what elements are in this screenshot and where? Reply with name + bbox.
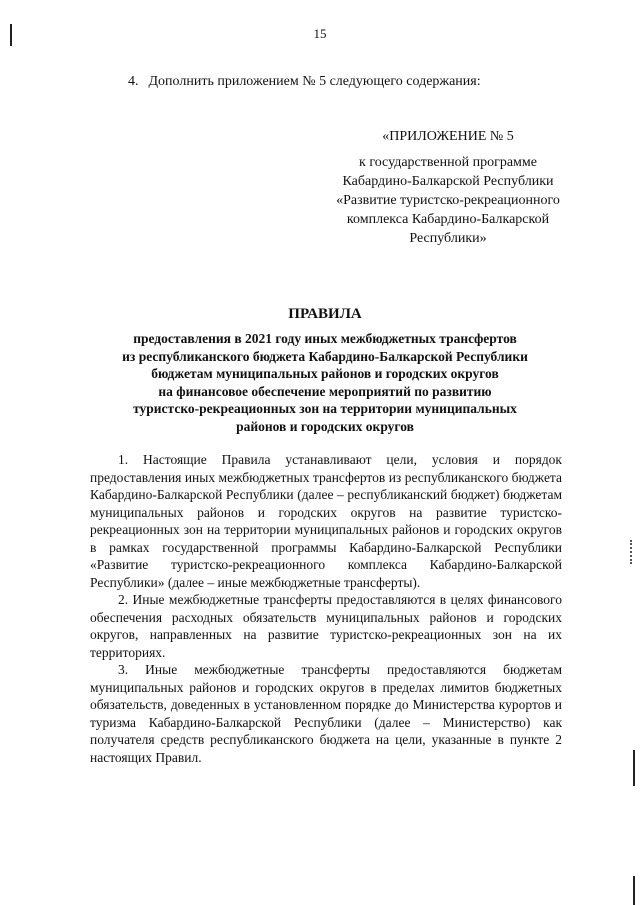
appendix-title: «ПРИЛОЖЕНИЕ № 5 (382, 129, 514, 144)
appendix-header (318, 127, 578, 247)
appendix-line: Республики» (409, 231, 487, 246)
rules-heading: ПРАВИЛА (288, 306, 362, 322)
right-margin-mark (633, 750, 635, 786)
right-margin-dots (630, 540, 635, 564)
item-text: Дополнить приложением № 5 следующего содержания: (148, 74, 481, 89)
appendix-line: «Развитие туристско-рекреационного (336, 193, 560, 208)
subheading-line: из республиканского бюджета Кабардино-Балкарской Республики (122, 348, 528, 364)
subheading-line: предоставления в 2021 году иных межбюджетных трансфертов (133, 331, 517, 346)
appendix-reference (318, 153, 578, 248)
rules-subheading (90, 330, 560, 435)
rules-paragraph-1: 1. Настоящие Правила устанавливают цели, условия и порядок предоставления иных межбюджетных трансфертов из республиканского бюджета Кабардино-Балкарской Республики (далее – республиканский бюджет) бюджетам муниципальных районов и городских округов на развитие туристско-рекреационных зон на территории муниципальных районов и городских округов в рамках государственной программы Кабардино-Балкарской Республики «Развитие туристско-рекреационного комплекса Кабардино-Балкарской Республики» (далее – иные межбюджетные трансферты). (90, 452, 562, 590)
item-number: 4. (128, 74, 139, 89)
appendix-line: комплекса Кабардино-Балкарской (346, 212, 550, 227)
rules-paragraph-2: 2. Иные межбюджетные трансферты предоставляются в целях финансового обеспечения расходных обязательств муниципальных районов и городских округов, направленных на развитие туристско-рекреационных зон на их территориях. (90, 592, 562, 660)
appendix-line: Кабардино-Балкарской Республики (342, 174, 554, 189)
subheading-line: на финансовое обеспечение мероприятий по развитию (158, 383, 492, 399)
rules-paragraph-3: 3. Иные межбюджетные трансферты предоставляются бюджетам муниципальных районов и городских округов в пределах лимитов бюджетных обязательств, доведенных в установленном порядке до Министерства курортов и туризма Кабардино-Балкарской Республики (далее – Министерство) как получателя средств республиканского бюджета на цели, указанные в пункте 2 настоящих Правил. (90, 662, 562, 765)
subheading-line: туристско-рекреационных зон на территории муниципальных (133, 401, 517, 416)
appendix-line: к государственной программе (359, 155, 537, 170)
subheading-line: районов и городских округов (236, 418, 414, 434)
page-number: 15 (313, 26, 327, 41)
amendment-item-4 (128, 74, 481, 90)
rules-body (90, 451, 562, 766)
subheading-line: бюджетам муниципальных районов и городских округов (151, 366, 499, 381)
right-margin-mark-bottom (633, 876, 635, 905)
